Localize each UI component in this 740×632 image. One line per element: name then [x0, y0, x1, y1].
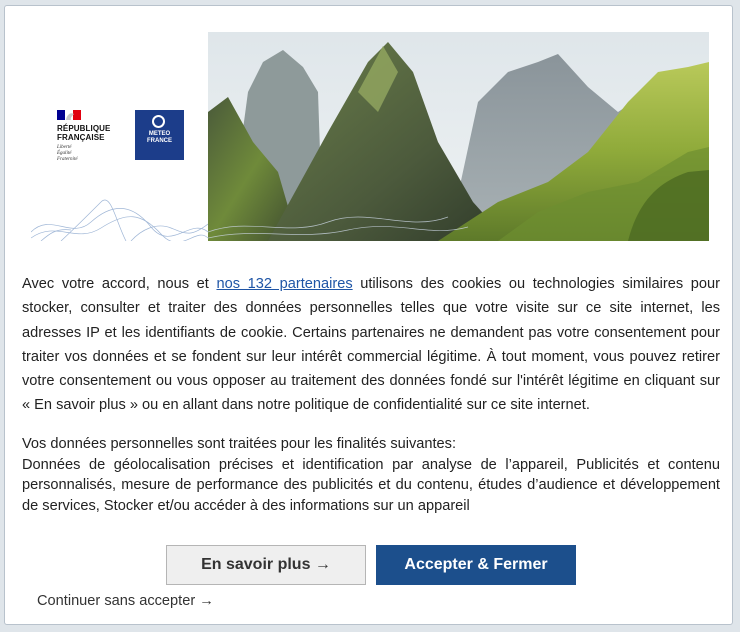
republique-motto: Liberté Égalité Fraternité: [57, 145, 78, 162]
republique-francaise-title: RÉPUBLIQUE FRANÇAISE: [57, 124, 111, 142]
purposes-heading: Vos données personnelles sont traitées pour les finalités suivantes:: [22, 436, 457, 452]
republique-francaise-logo: [55, 110, 125, 170]
intro-text-end: utilisons des cookies ou technologies similaires pour stocker, consulter et traiter des données personnelles telles que votre visite sur ce site internet, les adresses IP et les identifiants de cookie. Certains partenaires ne demandent pas votre consentement pour traiter vos données et se fondent sur leur intérêt commercial légitime. À tout moment, vous pouvez retirer votre consentement ou vous opposer au traitement des données fondé sur l'intérêt légitime en cliquant sur « En savoir plus » ou en allant dans notre politique de confidentialité sur ce site internet.: [22, 276, 720, 414]
meteo-france-wordmark: METEO FRANCE: [147, 131, 172, 144]
purposes-section: [22, 434, 720, 516]
marianne-flag-icon: [57, 110, 81, 120]
accept-and-close-button[interactable]: Accepter & Fermer: [376, 545, 576, 585]
learn-more-button[interactable]: En savoir plus →: [166, 545, 366, 585]
intro-text-start: Avec votre accord, nous et: [22, 276, 217, 292]
topographic-lines-decoration: [31, 182, 208, 241]
header-banner: [31, 32, 709, 241]
partners-link[interactable]: nos 132 partenaires: [216, 276, 353, 292]
purposes-list: Données de géolocalisation précises et identification par analyse de l’appareil, Publicités et contenu personnalisés, mesure de performance des publicités et du contenu, études d’audience et développement de services, Stocker et/ou accéder à des informations sur un appareil: [22, 456, 720, 514]
consent-description: [22, 272, 720, 418]
continue-without-accepting-link[interactable]: Continuer sans accepter →: [37, 593, 214, 609]
mountain-landscape-image: [208, 32, 709, 241]
meteo-france-logo: [135, 110, 184, 160]
meteo-france-symbol-icon: [152, 115, 165, 128]
cookie-consent-dialog: [4, 5, 733, 625]
logo-panel: [31, 32, 208, 241]
